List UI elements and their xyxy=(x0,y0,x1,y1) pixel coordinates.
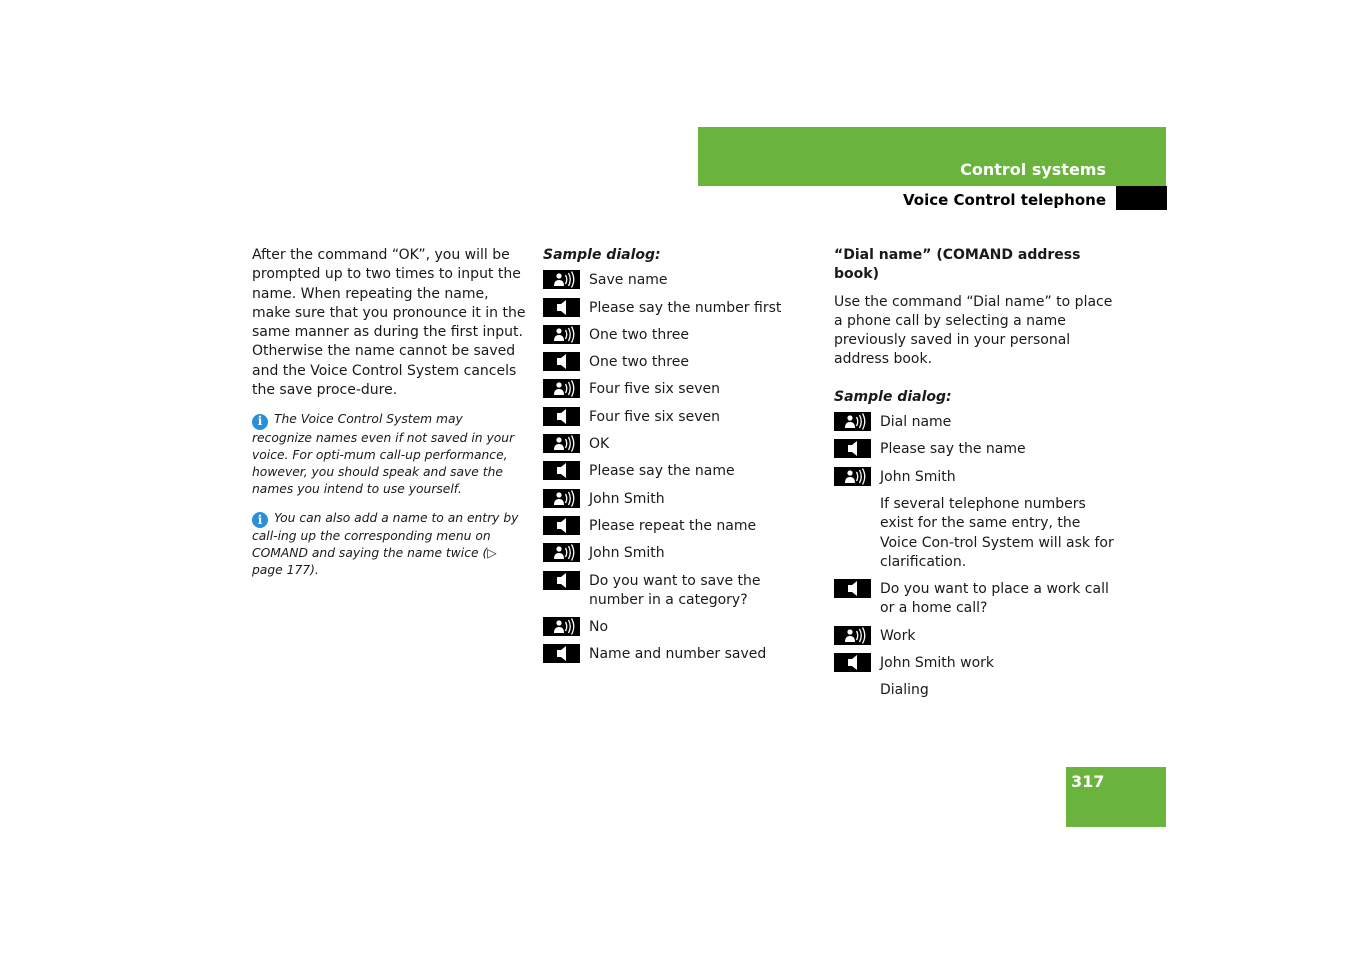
speaker-person-icon xyxy=(834,412,871,431)
info-icon: i xyxy=(252,414,268,430)
loudspeaker-icon xyxy=(543,352,580,371)
dialog-row xyxy=(834,681,1114,708)
dialog-text: No xyxy=(589,619,609,636)
dialog-row xyxy=(543,572,819,619)
dialog-text: Please repeat the name xyxy=(589,517,757,534)
info-note-text: The Voice Control System may recognize names even if not saved in your voice. For opti-mum call-up performance, however, you should speak and save the names you intend to use yourself. xyxy=(252,412,515,496)
info-note xyxy=(252,510,526,580)
speaker-person-icon xyxy=(543,543,580,562)
dialog-row xyxy=(543,380,819,407)
column-right xyxy=(834,246,1114,709)
speaker-person-icon xyxy=(834,467,871,486)
column-middle xyxy=(543,246,819,673)
dialog-text: Four five six seven xyxy=(589,381,720,398)
loudspeaker-icon xyxy=(543,571,580,590)
speaker-person-icon xyxy=(543,379,580,398)
dialog-text: Please say the number first xyxy=(589,299,782,316)
speaker-person-icon xyxy=(543,270,580,289)
dialog-row xyxy=(543,490,819,517)
intro-paragraph: After the command “OK”, you will be prompted up to two times to input the name. When repeating the name, make sure that you pronounce it in the same manner as during the first input. Otherwise the name cannot be saved and the Voice Control System cancels the save proce-dure. xyxy=(252,247,526,399)
dialog-row xyxy=(834,468,1114,495)
speaker-person-icon xyxy=(543,325,580,344)
subsection-marker xyxy=(1116,186,1167,210)
subsection-title: Voice Control telephone xyxy=(903,191,1106,209)
column-left xyxy=(252,246,526,579)
dialog-row xyxy=(543,271,819,298)
dialog-row xyxy=(834,440,1114,467)
speaker-person-icon xyxy=(543,434,580,453)
dialog-text: Please say the name xyxy=(880,441,1026,458)
dialog-text: Do you want to place a work call or a home call? xyxy=(880,581,1109,617)
info-icon: i xyxy=(252,512,268,528)
speaker-person-icon xyxy=(543,489,580,508)
dialog-text: If several telephone numbers exist for the same entry, the Voice Con-trol System will ask for clarification. xyxy=(880,495,1114,570)
page-number-box xyxy=(1066,767,1166,827)
dialog-text: John Smith xyxy=(589,490,665,507)
section-title: Control systems xyxy=(960,160,1106,179)
dialog-row xyxy=(543,645,819,672)
dialog-row xyxy=(834,580,1114,627)
info-note-text: You can also add a name to an entry by call-ing up the corresponding menu on COMAND and saying the name twice (▷ page 177). xyxy=(252,510,519,578)
page-number: 317 xyxy=(1071,772,1105,791)
dialog-row xyxy=(543,517,819,544)
speaker-person-icon xyxy=(834,626,871,645)
dialog-text: One two three xyxy=(589,354,689,371)
info-note xyxy=(252,411,526,498)
dialog-text: John Smith work xyxy=(880,655,994,672)
dialog-row xyxy=(834,654,1114,681)
dialog-row xyxy=(543,299,819,326)
dialog-text: Work xyxy=(880,627,916,644)
dialog-row xyxy=(543,435,819,462)
dialog-row xyxy=(543,353,819,380)
sample-dialog-list xyxy=(543,271,819,672)
dialog-row xyxy=(543,408,819,435)
dialog-text: One two three xyxy=(589,326,689,343)
dial-name-heading: “Dial name” (COMAND address book) xyxy=(834,247,1081,283)
loudspeaker-icon xyxy=(543,461,580,480)
dialog-text: John Smith xyxy=(880,468,956,485)
loudspeaker-icon xyxy=(834,439,871,458)
loudspeaker-icon xyxy=(834,579,871,598)
dialog-text: OK xyxy=(589,436,610,453)
loudspeaker-icon xyxy=(834,653,871,672)
loudspeaker-icon xyxy=(543,298,580,317)
header-bar xyxy=(698,127,1166,186)
dialog-row xyxy=(834,627,1114,654)
dialog-row xyxy=(834,495,1114,580)
dialog-row xyxy=(543,618,819,645)
loudspeaker-icon xyxy=(543,644,580,663)
sample-dialog-list xyxy=(834,413,1114,709)
dialog-text: Dialing xyxy=(880,682,929,699)
dialog-text: John Smith xyxy=(589,545,665,562)
dialog-text: Four five six seven xyxy=(589,408,720,425)
sample-dialog-heading: Sample dialog: xyxy=(834,388,952,405)
dialog-text: Save name xyxy=(589,272,668,289)
dialog-text: Name and number saved xyxy=(589,646,767,663)
loudspeaker-icon xyxy=(543,516,580,535)
dialog-row xyxy=(543,462,819,489)
dialog-row xyxy=(543,326,819,353)
loudspeaker-icon xyxy=(543,407,580,426)
speaker-person-icon xyxy=(543,617,580,636)
dialog-text: Do you want to save the number in a category? xyxy=(589,572,761,608)
sample-dialog-heading: Sample dialog: xyxy=(543,247,661,263)
dial-name-intro: Use the command “Dial name” to place a phone call by selecting a name previously saved in your personal address book. xyxy=(834,293,1113,368)
dialog-row xyxy=(543,544,819,571)
dialog-row xyxy=(834,413,1114,440)
dialog-text: Dial name xyxy=(880,414,952,431)
dialog-text: Please say the name xyxy=(589,463,735,480)
